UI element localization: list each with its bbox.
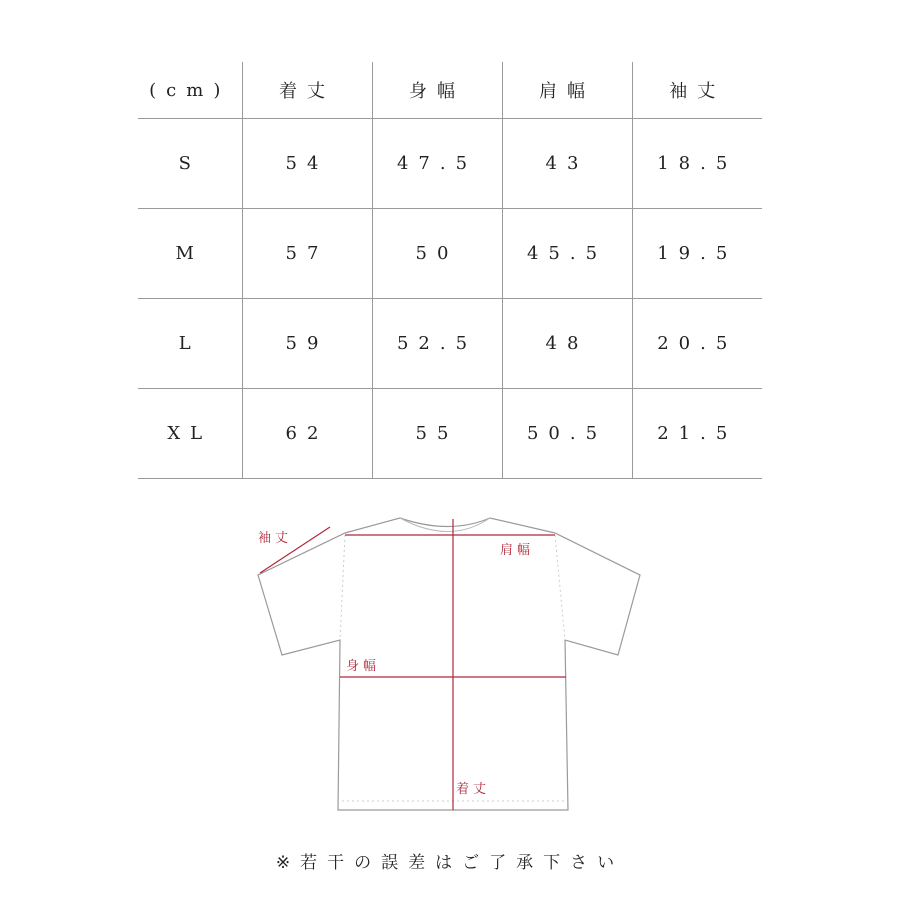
value-cell: 57 [242, 209, 372, 299]
value-cell: 43 [502, 119, 632, 209]
value-cell: 19.5 [632, 209, 762, 299]
value-cell: 55 [372, 389, 502, 479]
value-cell: 21.5 [632, 389, 762, 479]
disclaimer-note: ※若干の誤差はご了承下さい [275, 853, 625, 873]
value-cell: 48 [502, 299, 632, 389]
table-row [138, 389, 762, 479]
value-cell: 62 [242, 389, 372, 479]
size-chart-table [138, 62, 762, 479]
tshirt-collar-outline [400, 518, 490, 532]
value-cell: 20.5 [632, 299, 762, 389]
tshirt-body-outline [258, 518, 640, 810]
header-unit: (cm) [138, 62, 242, 119]
table-row [138, 119, 762, 209]
value-cell: 50.5 [502, 389, 632, 479]
tshirt-outline-icon [250, 505, 650, 825]
size-cell: L [138, 299, 242, 389]
header-length: 着丈 [242, 62, 372, 119]
header-sleeve-length: 袖丈 [632, 62, 762, 119]
shoulder-width-label: 肩幅 [500, 543, 535, 558]
seam-left [340, 535, 345, 640]
value-cell: 45.5 [502, 209, 632, 299]
tshirt-diagram [250, 505, 650, 825]
value-cell: 59 [242, 299, 372, 389]
size-cell: XL [138, 389, 242, 479]
value-cell: 18.5 [632, 119, 762, 209]
size-cell: M [138, 209, 242, 299]
body-width-label: 身幅 [346, 659, 381, 674]
value-cell: 54 [242, 119, 372, 209]
table-row [138, 209, 762, 299]
header-body-width: 身幅 [372, 62, 502, 119]
value-cell: 47.5 [372, 119, 502, 209]
table-row [138, 299, 762, 389]
seam-right [555, 535, 565, 640]
table-header-row [138, 62, 762, 119]
header-shoulder-width: 肩幅 [502, 62, 632, 119]
sleeve-length-label: 袖丈 [258, 531, 293, 546]
length-label: 着丈 [456, 782, 491, 797]
value-cell: 50 [372, 209, 502, 299]
size-cell: S [138, 119, 242, 209]
value-cell: 52.5 [372, 299, 502, 389]
